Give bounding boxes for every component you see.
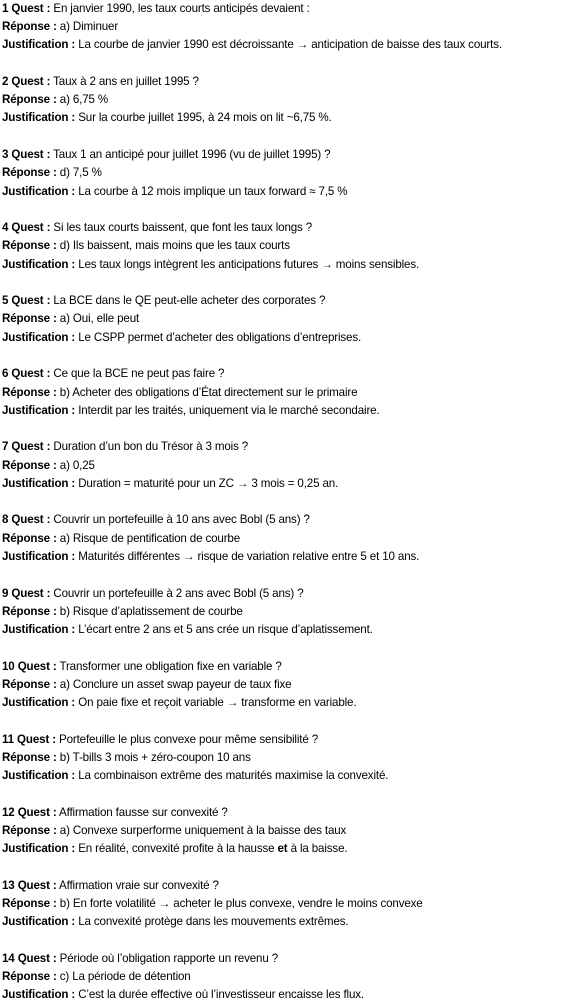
question-text: Couvrir un portefeuille à 2 ans avec Bobl (5 ans) ? — [53, 586, 304, 600]
justification-label: Justification : — [2, 915, 76, 929]
answer-line — [2, 530, 575, 548]
answer-line — [2, 91, 575, 109]
quest-label: Quest : — [17, 732, 56, 746]
answer-line — [2, 18, 575, 36]
quest-label: Quest : — [11, 75, 51, 89]
quest-label: Quest : — [11, 586, 51, 600]
answer-line — [2, 895, 575, 913]
justification-text: Duration = maturité pour un ZC → 3 mois = 0,25 an. — [78, 476, 339, 490]
quest-label: Quest : — [11, 440, 51, 454]
question-line — [2, 73, 575, 91]
answer-text: c) La période de détention — [59, 970, 191, 983]
question-text: Duration d’un bon du Trésor à 3 mois ? — [53, 440, 249, 454]
question-block-6 — [2, 365, 575, 420]
justification-line — [2, 986, 575, 1004]
question-number: 3 — [2, 148, 9, 162]
reponse-label: Réponse : — [2, 312, 57, 326]
answer-text: a) Conclure un asset swap payeur de taux fixe — [59, 677, 292, 691]
answer-line — [2, 384, 575, 402]
question-number: 7 — [2, 440, 9, 454]
question-block-11 — [2, 731, 575, 786]
answer-text: b) Risque d’aplatissement de courbe — [59, 604, 243, 618]
answer-text: d) 7,5 % — [59, 166, 102, 180]
answer-line — [2, 164, 575, 182]
question-text: Portefeuille le plus convexe pour même sensibilité ? — [59, 732, 319, 746]
quest-label: Quest : — [11, 367, 51, 381]
answer-text: a) Risque de pentification de courbe — [59, 531, 241, 545]
answer-line — [2, 457, 575, 475]
quest-label: Quest : — [17, 951, 57, 965]
justification-text: On paie fixe et reçoit variable → transforme en variable. — [78, 695, 357, 709]
question-line — [2, 219, 575, 237]
justification-line — [2, 109, 575, 127]
justification-line — [2, 256, 575, 274]
reponse-label: Réponse : — [2, 604, 57, 618]
question-block-4 — [2, 219, 575, 274]
answer-text: a) Diminuer — [59, 20, 119, 34]
question-text: Ce que la BCE ne peut pas faire ? — [53, 367, 225, 381]
answer-text: a) Oui, elle peut — [59, 312, 140, 326]
answer-line — [2, 749, 575, 767]
question-text: Période où l’obligation rapporte un revenu ? — [59, 951, 279, 965]
question-number: 5 — [2, 294, 9, 308]
question-line — [2, 950, 575, 968]
reponse-label: Réponse : — [2, 385, 57, 399]
reponse-label: Réponse : — [2, 970, 57, 983]
justification-label: Justification : — [2, 842, 76, 856]
quest-label: Quest : — [11, 148, 51, 162]
question-line — [2, 511, 575, 529]
justification-label: Justification : — [2, 622, 76, 636]
justification-line — [2, 840, 575, 858]
justification-label: Justification : — [2, 988, 76, 1002]
justification-label: Justification : — [2, 184, 76, 198]
justification-line — [2, 475, 575, 493]
question-block-12 — [2, 804, 575, 859]
justification-line — [2, 402, 575, 420]
quest-label: Quest : — [17, 659, 57, 673]
question-text: Affirmation vraie sur convexité ? — [59, 878, 219, 892]
question-text: Si les taux courts baissent, que font les taux longs ? — [53, 221, 313, 235]
reponse-label: Réponse : — [2, 677, 57, 691]
reponse-label: Réponse : — [2, 20, 57, 34]
reponse-label: Réponse : — [2, 896, 57, 910]
question-text: Taux 1 an anticipé pour juillet 1996 (vu de juillet 1995) ? — [53, 148, 331, 162]
justification-text: La courbe à 12 mois implique un taux forward ≈ 7,5 % — [78, 184, 348, 198]
reponse-label: Réponse : — [2, 458, 57, 472]
question-block-13 — [2, 877, 575, 932]
reponse-label: Réponse : — [2, 750, 57, 764]
question-text: La BCE dans le QE peut-elle acheter des corporates ? — [53, 294, 326, 308]
question-number: 10 — [2, 659, 15, 673]
answer-line — [2, 968, 575, 986]
reponse-label: Réponse : — [2, 93, 57, 107]
question-line — [2, 438, 575, 456]
question-block-7 — [2, 438, 575, 493]
quest-label: Quest : — [11, 221, 51, 235]
question-block-1 — [2, 0, 575, 55]
reponse-label: Réponse : — [2, 823, 57, 837]
question-line — [2, 292, 575, 310]
answer-line — [2, 603, 575, 621]
justification-text: Les taux longs intègrent les anticipations futures → moins sensibles. — [78, 257, 420, 271]
question-number: 8 — [2, 513, 9, 527]
answer-line — [2, 822, 575, 840]
justification-label: Justification : — [2, 476, 76, 490]
justification-text: L’écart entre 2 ans et 5 ans crée un risque d’aplatissement. — [78, 622, 373, 636]
justification-text: En réalité, convexité profite à la hausse et à la baisse. — [78, 842, 348, 856]
justification-line — [2, 621, 575, 639]
question-line — [2, 731, 575, 749]
question-text: Affirmation fausse sur convexité ? — [59, 805, 228, 819]
question-block-3 — [2, 146, 575, 201]
reponse-label: Réponse : — [2, 166, 57, 180]
justification-line — [2, 548, 575, 566]
question-line — [2, 585, 575, 603]
justification-text: La courbe de janvier 1990 est décroissante → anticipation de baisse des taux courts. — [78, 38, 502, 52]
answer-text: a) 6,75 % — [59, 93, 109, 107]
question-number: 12 — [2, 805, 15, 819]
justification-text: Le CSPP permet d’acheter des obligations d’entreprises. — [78, 330, 362, 344]
justification-text: Sur la courbe juillet 1995, à 24 mois on lit ~6,75 %. — [78, 111, 332, 125]
question-text: En janvier 1990, les taux courts anticipés devaient : — [53, 2, 310, 15]
quest-label: Quest : — [11, 2, 51, 15]
question-block-8 — [2, 511, 575, 566]
answer-text: d) Ils baissent, mais moins que les taux courts — [59, 239, 290, 253]
question-line — [2, 804, 575, 822]
justification-line — [2, 36, 575, 54]
question-text: Taux à 2 ans en juillet 1995 ? — [53, 75, 199, 89]
question-number: 6 — [2, 367, 9, 381]
question-number: 11 — [2, 732, 14, 746]
emphasis-text: et — [277, 842, 288, 856]
answer-text: b) En forte volatilité → acheter le plus convexe, vendre le moins convexe — [59, 896, 423, 910]
justification-label: Justification : — [2, 769, 76, 782]
question-line — [2, 658, 575, 676]
question-number: 2 — [2, 75, 9, 89]
answer-line — [2, 237, 575, 255]
answer-text: b) T-bills 3 mois + zéro-coupon 10 ans — [59, 750, 251, 764]
justification-text: C’est la durée effective où l’investisseur encaisse les flux. — [78, 988, 364, 1002]
justification-label: Justification : — [2, 695, 76, 709]
justification-label: Justification : — [2, 330, 76, 344]
justification-text: Interdit par les traités, uniquement via le marché secondaire. — [78, 403, 380, 417]
justification-line — [2, 329, 575, 347]
justification-label: Justification : — [2, 257, 76, 271]
justification-label: Justification : — [2, 403, 76, 417]
quest-label: Quest : — [11, 513, 51, 527]
justification-line — [2, 183, 575, 201]
answer-text: a) Convexe surperforme uniquement à la baisse des taux — [59, 823, 347, 837]
answer-text: b) Acheter des obligations d’État directement sur le primaire — [59, 385, 358, 399]
question-line — [2, 877, 575, 895]
justification-label: Justification : — [2, 38, 76, 52]
justification-label: Justification : — [2, 549, 76, 563]
justification-text: La combinaison extrême des maturités maximise la convexité. — [78, 769, 389, 782]
question-number: 1 — [2, 2, 9, 15]
reponse-label: Réponse : — [2, 531, 57, 545]
answer-text: a) 0,25 — [59, 458, 95, 472]
justification-line — [2, 913, 575, 931]
question-number: 13 — [2, 878, 15, 892]
question-number: 4 — [2, 221, 9, 235]
quest-label: Quest : — [17, 878, 57, 892]
question-block-5 — [2, 292, 575, 347]
question-number: 14 — [2, 951, 15, 965]
question-text: Transformer une obligation fixe en variable ? — [59, 659, 282, 673]
answer-line — [2, 676, 575, 694]
justification-line — [2, 694, 575, 712]
justification-line — [2, 767, 575, 785]
question-line — [2, 365, 575, 383]
question-block-9 — [2, 585, 575, 640]
quest-label: Quest : — [17, 805, 57, 819]
answer-line — [2, 310, 575, 328]
question-block-10 — [2, 658, 575, 713]
question-text: Couvrir un portefeuille à 10 ans avec Bobl (5 ans) ? — [53, 513, 310, 527]
question-number: 9 — [2, 586, 9, 600]
quest-label: Quest : — [11, 294, 51, 308]
question-line — [2, 146, 575, 164]
justification-text: Maturités différentes → risque de variation relative entre 5 et 10 ans. — [78, 549, 420, 563]
question-block-2 — [2, 73, 575, 128]
question-line — [2, 0, 575, 18]
reponse-label: Réponse : — [2, 239, 57, 253]
justification-label: Justification : — [2, 111, 76, 125]
justification-text: La convexité protège dans les mouvements extrêmes. — [78, 915, 349, 929]
